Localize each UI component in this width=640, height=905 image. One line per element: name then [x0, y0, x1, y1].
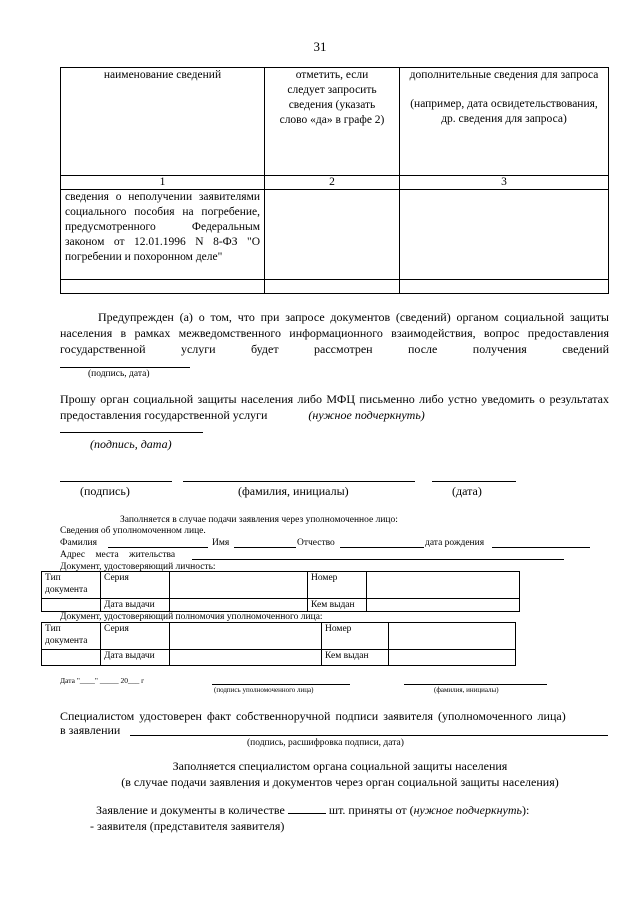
table-header-extra-line1: дополнительные сведения для запроса	[409, 69, 599, 81]
representative-sign-line[interactable]	[212, 684, 350, 685]
row-extra-cell[interactable]	[400, 280, 609, 294]
auth-issue-date-field[interactable]	[170, 650, 322, 666]
id-issue-date-label: Дата выдачи	[101, 599, 170, 612]
representative-sign-caption: (подпись уполномоченного лица)	[214, 686, 314, 694]
representative-name-caption: (фамилия, инициалы)	[434, 686, 499, 694]
docs-end: ):	[522, 803, 530, 817]
auth-issued-by-field[interactable]	[389, 650, 516, 666]
warning-paragraph: Предупрежден (а) о том, что при запросе документов (сведений) органом социальной защиты населения в рамках межведомственного информационного взаимодействия, вопрос предоставления государственной услуги будет рассмотрен после получения сведений	[60, 310, 609, 356]
id-number-field[interactable]	[367, 572, 520, 599]
birth-date-field[interactable]	[492, 547, 590, 548]
auth-series-field[interactable]	[170, 623, 322, 650]
id-doc-type-field[interactable]	[42, 599, 101, 612]
column-number-2: 2	[265, 176, 400, 190]
row-mark-cell[interactable]	[265, 280, 400, 294]
table-header-mark: отметить, если следует запросить сведения (указать слово «да» в графе 2)	[265, 68, 400, 176]
column-number-1: 1	[61, 176, 265, 190]
id-series-field[interactable]	[170, 572, 308, 599]
signature-caption: (подпись)	[80, 484, 130, 498]
id-series-label: Серия	[101, 572, 170, 599]
authority-document-table	[41, 622, 516, 666]
notify-choice: (нужное подчеркнуть)	[308, 408, 425, 422]
specialist-text-line2: в заявлении	[60, 723, 121, 737]
address-label: Адрес места жительства	[60, 550, 176, 560]
specialist-sign-line[interactable]	[130, 735, 608, 736]
auth-series-label: Серия	[101, 623, 170, 650]
id-issued-by-field[interactable]	[367, 599, 520, 612]
warning-sign-caption: (подпись, дата)	[88, 369, 150, 379]
specialist-caption: (подпись, расшифровка подписи, дата)	[247, 738, 404, 748]
representative-name-line[interactable]	[404, 684, 547, 685]
table-header-extra	[400, 68, 609, 176]
birth-date-label: дата рождения	[425, 538, 485, 548]
table-header-name: наименование сведений	[61, 68, 265, 176]
signature-line[interactable]	[60, 481, 172, 482]
representative-title: Заполняется в случае подачи заявления через уполномоченное лицо:	[120, 515, 398, 525]
id-number-label: Номер	[308, 572, 367, 599]
id-document-table	[41, 571, 520, 612]
table-row	[61, 280, 609, 294]
request-table	[60, 67, 609, 294]
first-name-field[interactable]	[234, 547, 296, 548]
patronymic-field[interactable]	[340, 547, 424, 548]
notify-text: Прошу орган социальной защиты населения либо МФЦ письменно либо устно уведомить о результатах предоставления государственной услуги	[60, 392, 609, 422]
page-number: 31	[313, 39, 327, 54]
id-doc-type-label: Тип документа	[42, 572, 101, 599]
id-issued-by-label: Кем выдан	[308, 599, 367, 612]
table-row	[61, 190, 609, 280]
notify-sign-line[interactable]	[60, 432, 203, 433]
row-extra-cell[interactable]	[400, 190, 609, 280]
docs-count-field[interactable]	[288, 803, 326, 814]
date-caption: (дата)	[452, 484, 482, 498]
id-doc-label: Документ, удостоверяющий личность:	[60, 562, 216, 572]
notify-sign-caption: (подпись, дата)	[90, 437, 172, 451]
patronymic-label: Отчество	[297, 538, 335, 548]
social-title-1: Заполняется специалистом органа социальной защиты населения	[172, 759, 508, 773]
docs-choice: нужное подчеркнуть	[413, 803, 522, 817]
surname-label: Фамилия	[60, 538, 98, 548]
table-header-extra-line2: (например, дата освидетельствования, др. сведения для запроса)	[410, 98, 598, 125]
address-field[interactable]	[192, 559, 564, 560]
name-line[interactable]	[183, 481, 415, 482]
docs-prefix: Заявление и документы в количестве	[96, 803, 285, 817]
social-docs-line	[96, 802, 529, 818]
row-name-cell: сведения о неполучении заявителями социального пособия на погребение, предусмотренного Федеральным законом от 12.01.1996 N 8-ФЗ "О погребении и похоронном деле"	[61, 190, 265, 280]
name-caption: (фамилия, инициалы)	[238, 484, 349, 498]
auth-doc-type-field[interactable]	[42, 650, 101, 666]
social-item-applicant[interactable]: - заявителя (представителя заявителя)	[90, 819, 285, 833]
auth-number-field[interactable]	[389, 623, 516, 650]
row-name-cell[interactable]	[61, 280, 265, 294]
first-name-label: Имя	[212, 538, 230, 548]
social-title-2: (в случае подачи заявления и документов через орган социальной защиты населения)	[121, 775, 559, 789]
representative-info-label: Сведения об уполномоченном лице.	[60, 526, 206, 536]
column-number-3: 3	[400, 176, 609, 190]
docs-mid: шт. приняты от (	[328, 803, 414, 817]
auth-doc-type-label: Тип документа	[42, 623, 101, 650]
row-mark-cell[interactable]	[265, 190, 400, 280]
auth-issued-by-label: Кем выдан	[322, 650, 389, 666]
specialist-text-line1: Специалистом удостоверен факт собственноручной подписи заявителя (уполномоченного лица)	[60, 709, 566, 723]
authority-doc-label: Документ, удостоверяющий полномочия уполномоченного лица:	[60, 612, 323, 622]
surname-field[interactable]	[108, 547, 208, 548]
notify-paragraph	[60, 391, 609, 423]
representative-date-line[interactable]: Дата "____" _____ 20___ г	[60, 676, 145, 685]
date-line[interactable]	[432, 481, 516, 482]
auth-number-label: Номер	[322, 623, 389, 650]
auth-issue-date-label: Дата выдачи	[101, 650, 170, 666]
id-issue-date-field[interactable]	[170, 599, 308, 612]
